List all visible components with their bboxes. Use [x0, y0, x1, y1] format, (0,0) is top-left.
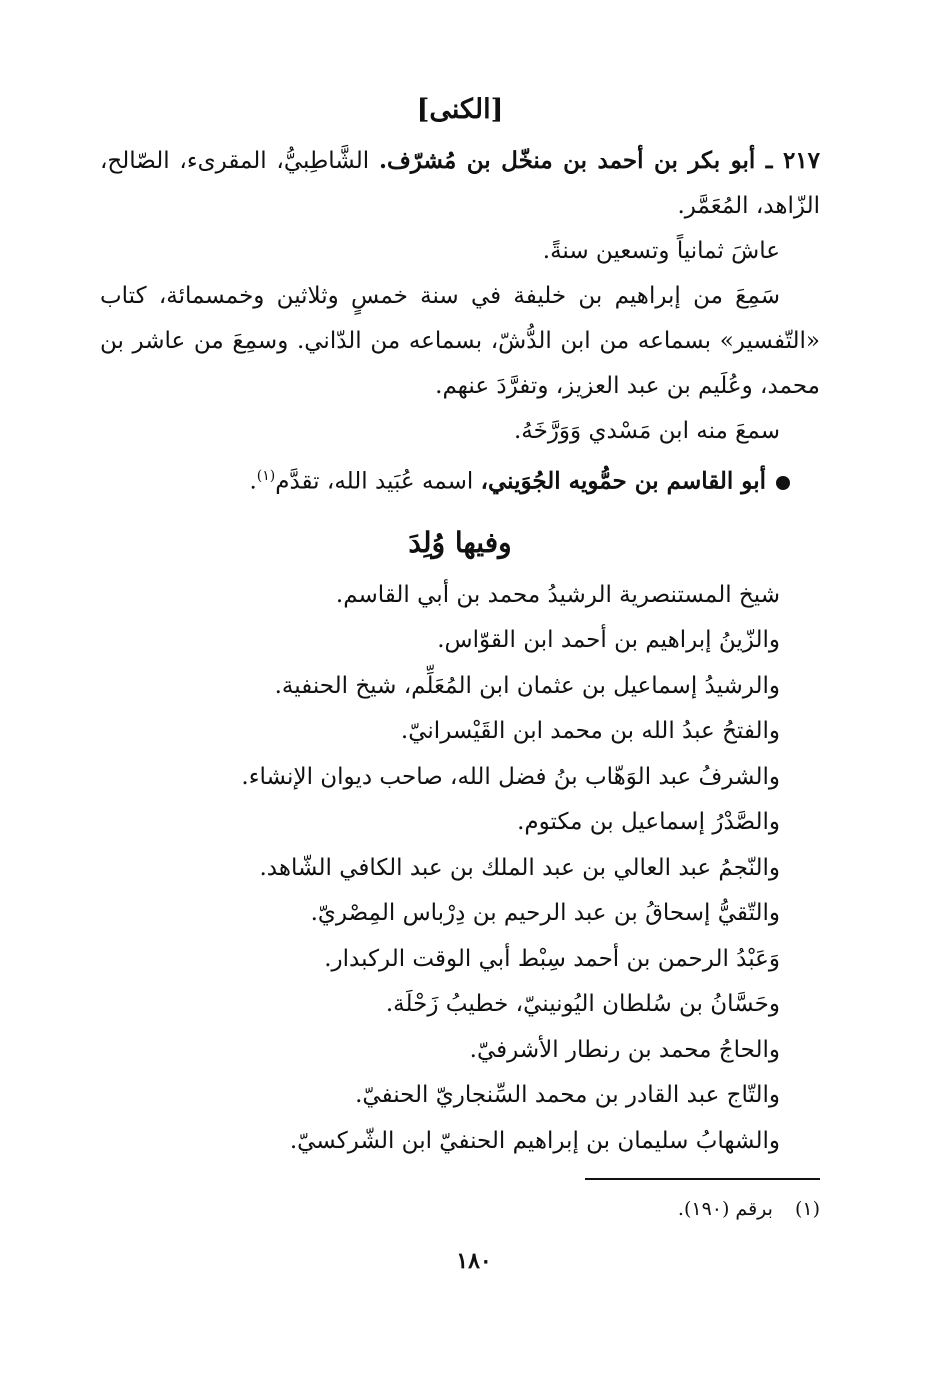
bullet-icon — [776, 476, 790, 490]
footnote-text: برقم (١٩٠). — [677, 1198, 773, 1220]
birth-item: والشهابُ سليمان بن إبراهيم الحنفيّ ابن الشّركسيّ. — [289, 1127, 780, 1154]
bullet-text: اسمه عُبَيد الله، تقدَّم — [275, 468, 481, 495]
birth-item: شيخ المستنصرية الرشيدُ محمد بن أبي القاسم. — [335, 581, 780, 608]
birth-item: والتّقيُّ إسحاقُ بن عبد الرحيم بن دِرْباس المِصْريّ. — [310, 900, 780, 927]
entry-heading — [100, 138, 820, 229]
bullet-entry — [100, 454, 820, 505]
paragraph-students: سمعَ منه ابن مَسْدي وَوَرَّخَهُ. — [513, 418, 780, 444]
birth-item: والرشيدُ إسماعيل بن عثمان ابن المُعَلِّم، شيخ الحنفية. — [274, 672, 780, 699]
bullet-end: . — [249, 468, 257, 495]
footnote-divider — [585, 1178, 820, 1180]
birth-item: والنّجمُ عبد العالي بن عبد الملك بن عبد الكافي الشّاهد. — [259, 854, 780, 881]
entry-attributes: الشَّاطِبيُّ، المقرىء، الصّالح، الزّاهد، المُعَمَّر. — [100, 148, 820, 219]
footnote-number: (١) — [794, 1198, 820, 1220]
footnote-ref[interactable]: (١) — [256, 468, 276, 484]
birth-item: والفتحُ عبدُ الله بن محمد ابن القَيْسرانيّ. — [400, 718, 780, 745]
birth-item: وَعَبْدُ الرحمن بن أحمد سِبْط أبي الوقت الركبدار. — [324, 945, 780, 972]
births-heading: وفيها وُلِدَ — [408, 525, 512, 559]
entry-number-name: ٢١٧ ـ أبو بكر بن أحمد بن منخّل بن مُشرّف. — [378, 147, 820, 174]
paragraph-lifespan: عاشَ ثمانياً وتسعين سنةً. — [542, 238, 780, 264]
footnote — [678, 1194, 820, 1224]
births-list — [100, 573, 820, 1165]
page-number: ١٨٠ — [456, 1248, 492, 1274]
birth-item: والحاجُ محمد بن رنطار الأشرفيّ. — [469, 1036, 780, 1063]
bullet-name: أبو القاسم بن حمُّويه الجُوَيني، — [480, 467, 766, 495]
page-body — [100, 88, 820, 1164]
birth-item: والصَّدْرُ إسماعيل بن مكتوم. — [517, 809, 780, 836]
birth-item: والزّينُ إبراهيم بن أحمد ابن القوّاس. — [437, 627, 780, 654]
section-heading: [الكنى] — [416, 94, 504, 125]
birth-item: وحَسَّانُ بن سُلطان اليُونينيّ، خطيبُ زَحْلَة. — [385, 991, 780, 1018]
paragraph-teachers: سَمِعَ من إبراهيم بن خليفة في سنة خمسٍ وثلاثين وخمسمائة، كتاب «التّفسير» بسماعه من ابن الدُّشّ، بسماعه من الدّاني. وسمِعَ من عاشر بن محمد، وعُلَيم بن عبد العزيز، وتفرَّدَ عنهم. — [100, 283, 820, 399]
birth-item: والتّاج عبد القادر بن محمد السِّنجاريّ الحنفيّ. — [355, 1082, 780, 1109]
birth-item: والشرفُ عبد الوَهّاب بنُ فضل الله، صاحب ديوان الإنشاء. — [241, 763, 780, 790]
